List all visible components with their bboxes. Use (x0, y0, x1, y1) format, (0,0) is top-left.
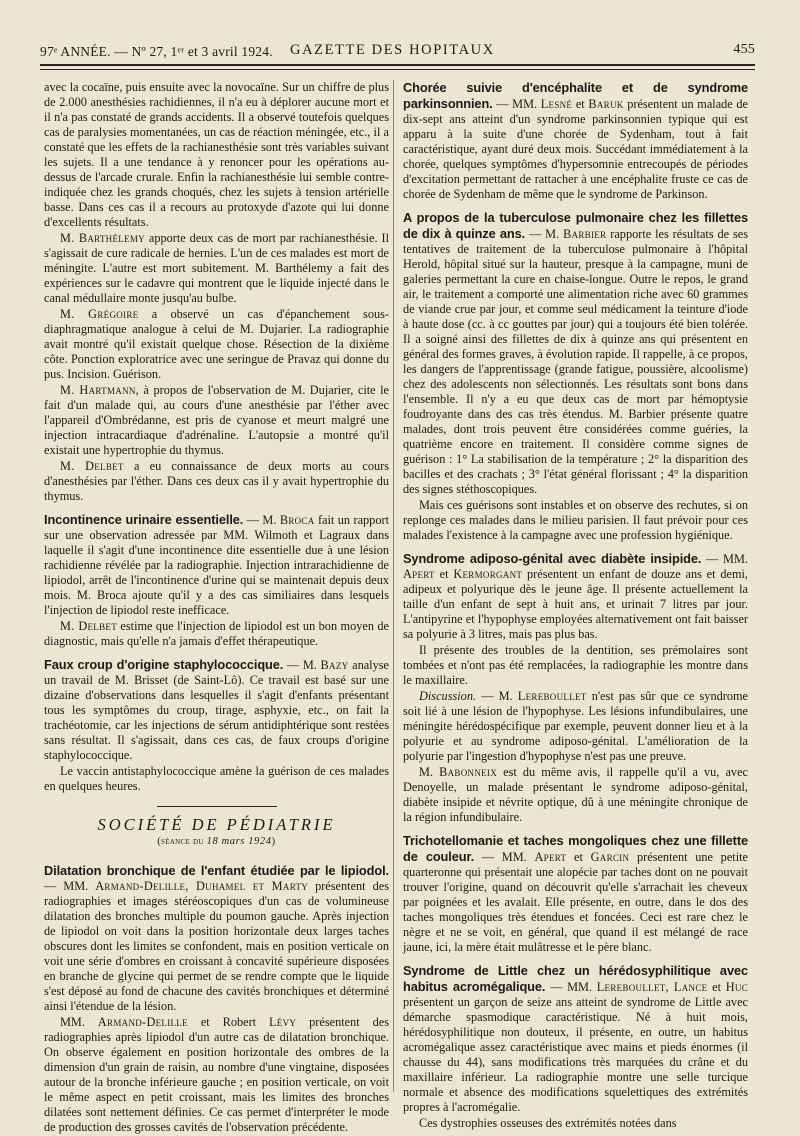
article-heading: Faux croup d'origine staphylococcique. (44, 657, 284, 672)
article-heading: Syndrome adiposo-génital avec diabète insipide. (403, 551, 702, 566)
person-name: Lesné (540, 97, 573, 111)
person-name: Apert (534, 850, 567, 864)
article-heading: Incontinence urinaire essentielle. (44, 512, 244, 527)
paragraph: M. Delbet a eu connaissance de deux morts au cours d'anesthésies par l'éther. Dans ces deux cas il y avait hypertrophie du thymus. (44, 459, 390, 503)
paragraph: Ces dystrophies osseuses des extrémités notées dans (419, 1116, 677, 1130)
article-chorea: Chorée suivie d'encéphalite et de syndrome parkinsonnien. — MM. Lesné et Baruk présentent un malade de dix-sept ans atteint d'un syndrome parkinsonnien typique qui est apparu à la suite d'une chorée de Sydenham, tout à fait caractéristique, ayant duré deux mois. Succédant immédiatement à la chorée, quelques symptômes d'hypersomnie entrecoupés de périodes d'excitation permettant de rattacher à une encéphalite fruste ce cas de chorée de Sydenham de même que le syndrome de Parkinson. (403, 80, 748, 201)
article-heading: Dilatation bronchique de l'enfant étudiée par le lipiodol. (44, 863, 389, 878)
article-dilatation: Dilatation bronchique de l'enfant étudiée par le lipiodol. — MM. Armand-Delille, Duhamel et Marty présentent des radiographies et images stéréoscopiques d'un cas de volumineuse dilatation des bronches multiple du poumon gauche. Après injection de lipiodol on voit dans la position horizontale deux larges taches obscures dont les limites se confondent, mais en position verticale on voit une série d'ombres en croissant à concavité supérieure disposées en branche de glycine qui permet de se rendre compte que le liquide s'est déposé au fond de chacune des cavités bronchiques et déterminé ainsi l'étendue de la lésion. (44, 863, 389, 1013)
paragraph: M. Delbet estime que l'injection de lipiodol est un bon moyen de diagnostic, mais qu'elle n'a jamais d'effet thérapeutique. (44, 619, 389, 648)
paragraph: Il présente des troubles de la dentition, ses prémolaires sont tombées et n'ont pas été remplacées, la radiographie les montre dans le maxillaire. (403, 643, 748, 687)
paragraph: M. Grégoire a observé un cas d'épanchement sous-diaphragmatique analogue à celui de M. Dujarier. La radiographie avait montré qu'il existait quelque chose. Résection de la dixième côte. Ponction exploratrice avec une seringue de Pravaz qui donne du pus. Incision. Guérison. (44, 307, 389, 381)
paragraph: Le vaccin antistaphylococcique amène la guérison de ces malades en quelques heures. (44, 764, 389, 793)
issue-info: 97ᵉ ANNÉE. — Nº 27, 1ᵉʳ et 3 avril 1924. (40, 44, 273, 59)
person-name: Lévy (269, 1015, 297, 1029)
section-rule (157, 806, 277, 807)
person-name: Kermorgant (453, 567, 523, 581)
article-heading: A propos de la tuberculose pulmonaire chez les fillettes de dix à quinze ans. (403, 210, 748, 241)
header-rule-thin (40, 69, 755, 70)
paragraph: Mais ces guérisons sont instables et on observe des rechutes, si on replonge ces malades dans le milieu parisien. Il faut prévoir pour ces malades l'existence à la campagne avec une profession hygiénique. (403, 498, 748, 542)
person-name: Barbier (563, 227, 607, 241)
person-name: Lereboullet (517, 689, 587, 703)
person-name: Baruk (588, 97, 624, 111)
person-name: M. Delbet (60, 459, 124, 473)
article-croup: Faux croup d'origine staphylococcique. — M. Bazy analyse un travail de M. Brisset (de Saint-Lô). Ce travail est basé sur une dizaine d'observations dans lesquelles il s'agit d'enfants présentant tous les symptômes du croup, tirage, asphyxie, etc., on fait la trachéotomie, car les injections de sérum antidiphtérique sont restées sans résultat. Il s'agissait, dans ces cas, de faux croups d'origine staphylococcique. (44, 657, 389, 762)
page-header (40, 40, 755, 62)
article-trichotillomania: Trichotellomanie et taches mongoliques chez une fillette de couleur. — MM. Apert et Garcin présentent une petite quarteronne qui présentait une alopécie par taches dont on ne pouvait trouver l'origine, quand on découvrit qu'elle s'arrachait les cheveux par poignées et les avalait. Elle présente, en outre, dans le dos des taches mongoliques très étendues et foncées. Ceci est rare chez le nègre et ne se voit, en général, que quand il est mélangé de race jaune, ici, la mère était mulâtresse et le père blanc. (403, 833, 748, 954)
article-heading: Trichotellomanie et taches mongoliques chez une fillette de couleur. (403, 833, 748, 864)
person-name: Babonneix (439, 765, 498, 779)
person-name: M. Barthélemy (60, 231, 145, 245)
article-heading: Syndrome de Little chez un hérédosyphilitique avec habitus acromégalique. (403, 963, 748, 994)
section-session: (séance du 18 mars 1924) (157, 836, 276, 847)
header-rule-thick (40, 64, 755, 66)
journal-title: GAZETTE DES HOPITAUX (290, 42, 495, 58)
person-name: Armand-Delille, Duhamel et Marty (95, 879, 309, 893)
article-little: Syndrome de Little chez un hérédosyphilitique avec habitus acromégalique. — MM. Lereboullet, Lance et Huc présentent un garçon de seize ans atteint de syndrome de Little avec démarche spasmodique caractéristique. Né à huit mois, hérédosyphilitique non douteux, il présente, en outre, un habitus acromégalique assez caractéristique avec mains et pieds énormes (il chausse du 44), sans modifications très marquées du crâne et du maxillaire inférieur. La radiographie montre une selle turcique normale et absence des modifications squelettiques des extrémités propres à l'acromégalie. (403, 963, 749, 1114)
person-name: M. Hartmann, (60, 383, 140, 397)
paragraph: avec la cocaïne, puis ensuite avec la novocaïne. Sur un chiffre de plus de 2.000 anesthésies rachidiennes, il n'a eu à déplorer aucune mort et il n'a pas constaté de grands accidents. Il a observé toutefois quelques cas de paralysies momentanées, un cas de réaction méningée, etc., il a constaté que les effets de la rachianesthésie sont très variables suivant les sujets. Il a une tendance à y renoncer pour les opérations au-dessus de l'arcade crurale. Enfin la rachianesthésie lui semble contre-indiquée chez les grands choqués, chez les sujets à tension artérielle basse. Dans ces cas il a recours au protoxyde d'azote qui lui donne d'excellents résultats. (44, 80, 389, 229)
article-heading: Chorée suivie d'encéphalite et de syndrome parkinsonnien. (403, 80, 748, 111)
person-name: Huc (725, 980, 749, 994)
paragraph: Discussion. — M. Lereboullet n'est pas sûr que ce syndrome soit lié à une lésion de l'hypophyse. Les lésions infundibulaires, une méningite hérédospécifique par exemple, peuvent donner lieu et à la polyurie et au syndrome adiposo-génital. L'amélioration de la polyurie par l'ingestion d'hypophyse n'est pas une preuve. (403, 689, 749, 763)
person-name: Lereboullet, Lance (596, 980, 708, 994)
paragraph: M. Barthélemy apporte deux cas de mort par rachianesthésie. Il s'agissait de cure radicale de hernies. L'un de ces malades est mort de méningite. L'autre est mort subitement. M. Barthélemy a fait des expériences sur le cadavre qui montrent que le liquide injecté dans le canal médullaire monte jusqu'au bulbe. (44, 231, 389, 305)
paragraph: M. Hartmann, à propos de l'observation de M. Dujarier, cite le fait d'un malade qui, au cours d'une anesthésie par l'éther avec l'appareil d'Ombrédanne, est pris de cyanose et meurt malgré une injection intracardiaque d'adrénaline. L'autopsie a montré qu'il existait une hypertrophie du thymus. (44, 383, 389, 457)
person-name: Garcin (590, 850, 630, 864)
article-adiposo: Syndrome adiposo-génital avec diabète insipide. — MM. Apert et Kermorgant présentent un enfant de douze ans et demi, adipeux et polyurique dès le jeune âge. Il présente actuellement la taille d'un enfant de sept à huit ans, et urinait 7 litres par jour. L'antipyrine et l'hypophyse employées alternativement ont fait baisser sa polyurie à 3 litres, mais pas plus bas. (403, 551, 749, 641)
paragraph: M. Babonneix est du même avis, il rappelle qu'il a vu, avec Denoyelle, un malade présentant le syndrome adiposo-génital, diabète insipide et névrite optique, dû à une méningite chronique de la région infundibulaire. (403, 765, 748, 824)
person-name: Broca (279, 513, 315, 527)
left-column (44, 80, 389, 1136)
column-divider (393, 80, 394, 1092)
person-name: Armand-Delille (97, 1015, 188, 1029)
article-incontinence: Incontinence urinaire essentielle. — M. Broca fait un rapport sur une observation adressée par MM. Wilmoth et Lagraux dans laquelle il s'agit d'une incontinence dite essentielle due à une lésion rachidienne révélée par la radiographie. Injection intrarachidienne de lipiodol, arrêt de l'incontinence d'urine qui se maintenait depuis deux mois. M. Broca ajoute qu'il y a des cas similiaires dans lesquels l'injection de lipiodol reste inefficace. (44, 512, 389, 617)
person-name: Apert (403, 567, 435, 581)
article-tuberculosis: A propos de la tuberculose pulmonaire chez les fillettes de dix à quinze ans. — M. Barbier rapporte les résultats de ses tentatives de traitement de la tuberculose pulmonaire à l'hôpital Herold, hôpital situé sur la hauteur, presque à la campagne, muni de galeries permettant la cure en chaise-longue. Outre le repos, le grand air, le traitement a comporté une alimentation riche avec 60 grammes de viande crue par jour, et comme seul médicament la teinture d'iode à haute dose (cc. à cc gouttes par jour) qui a toujours été bien tolérée. Il a soigné ainsi des fillettes de dix à quinze ans qui présentent en général des formes graves, à évolution rapide. Il rappelle, à ce propos, les dangers de l'apprentissage (grande fatigue, poussière, alcoolisme) chez des adolescents non sélectionnés. Les résultats sont bons dans l'ensemble. Il n'y a eu que deux cas de mort par hémoptysie foudroyante dans des cas très étendus. M. Barbier présente quatre malades, dont trois peuvent être considérées comme guéries, la quatrième encore en traitement. Il considère comme signes de guérison : 1° La stabilisation de la température ; 2° la disparition des bacilles et des crachats ; 3° l'état général florissant ; 4° la disparition des signes stéthoscopiques. (403, 210, 749, 496)
right-column (403, 80, 748, 1132)
discussion-label: Discussion. (419, 689, 477, 703)
section-title: SOCIÉTÉ DE PÉDIATRIE (97, 815, 336, 834)
page-number: 455 (733, 42, 755, 57)
paragraph: MM. Armand-Delille et Robert Lévy présentent des radiographies après lipiodol d'un autre cas de dilatation bronchique. On observe également en position horizontale des ombres de la dimension d'un grain de raisin, au nombre d'une vingtaine, disposées autour de la bronche inférieure gauche ; en position verticale, on voit le même aspect en petit croissant, mais les limites des bronches dilatées sont nettement définies. Ce cas permet d'interpréter le mode de production des grosses cavités de l'observation précédente. (44, 1015, 389, 1134)
person-name: M. Grégoire (60, 307, 139, 321)
person-name: Bazy (320, 658, 349, 672)
person-name: M. Delbet (60, 619, 117, 633)
